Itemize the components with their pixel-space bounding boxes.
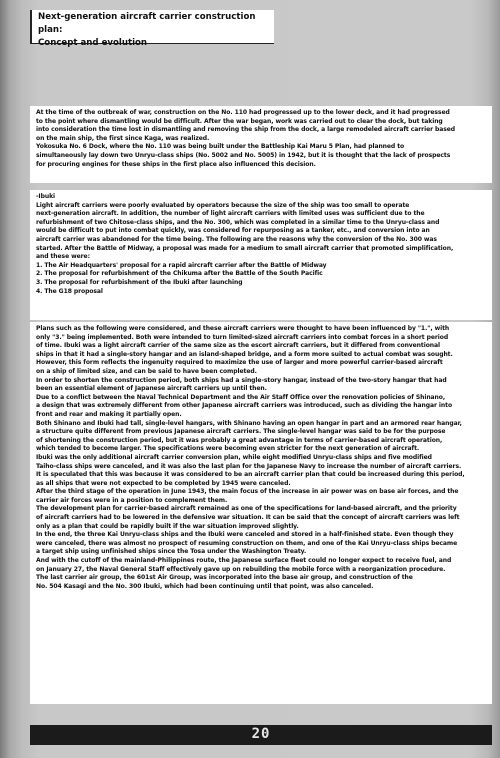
text-line: of time. Ibuki was a light aircraft carrier of the same size as the escort aircraft carriers, but it differed from conventional [36, 342, 441, 350]
text-line: only "3." being implemented. Both were intended to turn limited-sized aircraft carriers into combat forces in a short period [36, 333, 449, 341]
title-line-2: Concept and evolution [38, 38, 148, 48]
text-line: Taiho-class ships were canceled, and it was also the last plan for the Japanese Navy to increase the number of aircraft carriers. [36, 462, 462, 470]
text-line: only as a plan that could be rapidly built if the war situation improved slightly. [36, 522, 299, 530]
main-text-block [30, 322, 492, 704]
text-line: front and rear and making it partially open. [36, 410, 182, 418]
text-line: It is speculated that this was because it was considered to be an aircraft carrier plan that could be increased during this period, [36, 471, 465, 479]
text-line: on January 27, the Naval General Staff effectively gave up on rebuilding the mobile force with a reorganization procedure. [36, 565, 446, 573]
text-line: were canceled, there was almost no prospect of resuming construction on them, and one of the Kai Unryu-class ships became [36, 539, 458, 547]
text-line: And with the cutoff of the mainland-Philippines route, the Japanese surface fleet could no longer expect to receive fuel, and [36, 557, 452, 565]
text-line: would be difficult to put into combat quickly, was considered for repurposing as a tanker, etc., and conversion into an [36, 227, 430, 235]
text-line: on a ship of limited size, and can be said to have been completed. [36, 367, 257, 375]
text-line: The last carrier air group, the 601st Air Group, was incorporated into the base air group, and construction of the [36, 574, 413, 582]
text-line: At the time of the outbreak of war, construction on the No. 110 had progressed up to the lower deck, and it had progressed [36, 109, 450, 116]
text-line: for procuring engines for these ships in the first place also influenced this decision. [36, 160, 316, 168]
text-line: Due to a conflict between the Naval Technical Department and the Air Staff Office over the renovation policies of Shinano, [36, 393, 446, 401]
text-line: a target ship using unfinished ships since the Tosa under the Washington Treaty. [36, 548, 307, 556]
text-line: In order to shorten the construction period, both ships had a single-story hangar, instead of the two-story hangar that had [36, 376, 447, 384]
text-line: as all ships that were not expected to be completed by 1945 were canceled. [36, 479, 291, 487]
text-line: Yokosuka No. 6 Dock, where the No. 110 was being built under the Battleship Kai Maru 5 Plan, had planned to [36, 143, 405, 151]
text-line: a design that was extremely different from other Japanese aircraft carriers was introduced, such as dividing the hangar into [36, 402, 453, 410]
text-line: Ibuki was the only additional aircraft carrier conversion plan, while eight modified Unryu-class ships and five modified [36, 453, 432, 461]
page-number: 20 [251, 726, 271, 742]
text-line: of shortening the construction period, but it was probably a great advantage in terms of carrier-based aircraft operation, [36, 436, 443, 444]
list-item: 3. The proposal for refurbishment of the Ibuki after launching [36, 278, 243, 286]
text-line: carrier air forces were in a position to complement them. [36, 496, 228, 504]
text-line: to the point where dismantling would be difficult. After the war began, work was carried out to clear the dock, but taking [36, 117, 443, 125]
page-title [30, 10, 274, 48]
text-line: However, this form reflects the ingenuity required to maximize the use of larger and more powerful carrier-based aircraft [36, 359, 443, 367]
text-line: In the end, the three Kai Unryu-class ships and the Ibuki were canceled and stored in a half-finished state. Even though they [36, 531, 454, 539]
text-line: Light aircraft carriers were poorly evaluated by operators because the size of the ship was too small to operate [36, 201, 410, 209]
list-item: 2. The proposal for refurbishment of the Chikuma after the Battle of the South Pacific [36, 270, 323, 278]
title-line-1: Next-generation aircraft carrier construction plan: [38, 12, 256, 35]
intro-text-block [30, 106, 492, 183]
text-line: Plans such as the following were considered, and these aircraft carriers were thought to have been influenced by "1.", with [36, 325, 450, 332]
text-line: and these were: [36, 253, 90, 261]
ibuki-text-block [30, 190, 492, 320]
text-line: The development plan for carrier-based aircraft remained as one of the specifications for land-based aircraft, and the priority [36, 505, 457, 513]
text-line: After the third stage of the operation in June 1943, the main focus of the increase in air power was on base air forces, and the [36, 488, 459, 496]
text-line: a structure quite different from previous Japanese aircraft carriers. The single-level hangar was said to be for the purpose [36, 428, 446, 436]
text-line: Both Shinano and Ibuki had tall, single-level hangars, with Shinano having an open hangar in part and an armored rear hangar, [36, 419, 462, 427]
text-line: aircraft carrier was abandoned for the time being. The following are the reasons why the conversion of the No. 300 was [36, 235, 437, 243]
text-line: into consideration the time lost in dismantling and removing the ship from the dock, a large remodeled aircraft carrier based [36, 126, 456, 134]
text-line: which tended to become larger. The specifications were becoming even stricter for the next generation of aircraft. [36, 445, 420, 453]
text-line: simultaneously lay down two Unryu-class ships (No. 5002 and No. 5005) in 1942, but it is thought that the lack of prospects [36, 151, 451, 159]
list-item: 4. The G18 proposal [36, 287, 103, 295]
text-line: ships in that it had a single-story hangar and an island-shaped bridge, and a form more suited to actual combat was sought. [36, 350, 453, 358]
section-heading: -Ibuki [36, 193, 56, 200]
text-line: No. 504 Kasagi and the No. 300 Ibuki, which had been continuing until that point, was also canceled. [36, 582, 374, 590]
page-footer-bar [30, 725, 492, 745]
text-line: been an essential element of Japanese aircraft carriers up until then. [36, 385, 267, 393]
text-line: of aircraft carriers had to be lowered in the defensive war situation. It can be said that the concept of aircraft carriers was left [36, 514, 460, 522]
text-line: started. After the Battle of Midway, a proposal was made for a medium to small aircraft carrier that promoted simplification, [36, 244, 454, 252]
text-line: next-generation aircraft. In addition, the number of light aircraft carriers with limited uses was sufficient due to the [36, 210, 425, 218]
text-line: refurbishment of two Chitose-class ships, and the No. 300, which was completed in a similar time to the Unryu-class and [36, 218, 440, 226]
list-item: 1. The Air Headquarters' proposal for a rapid aircraft carrier after the Battle of Midway [36, 261, 327, 269]
text-line: on the main ship, the first since Kaga, was realized. [36, 134, 210, 142]
